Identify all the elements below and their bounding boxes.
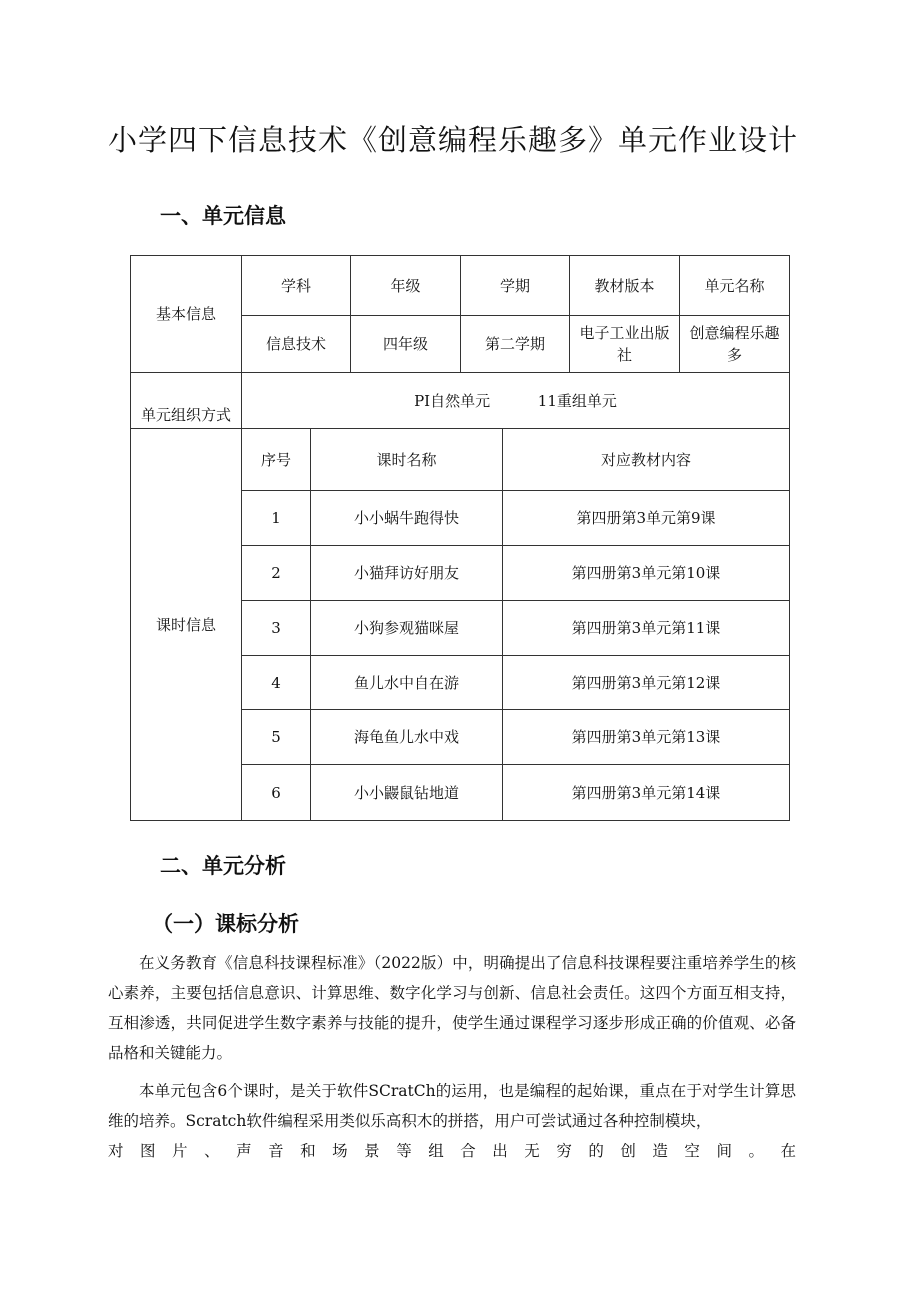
unit-info-table: [130, 255, 790, 821]
paragraph-last-line: 对图片、声音和场景等组合出无穷的创造空间。在: [108, 1142, 796, 1160]
header-textbook-version: 教材版本: [570, 256, 680, 316]
lesson-name: 小猫拜访好朋友: [311, 546, 503, 601]
lesson-name: 小狗参观猫咪屋: [311, 601, 503, 656]
value-semester: 第二学期: [461, 316, 570, 373]
lesson-header-no: 序号: [242, 429, 311, 491]
lesson-content: 第四册第3单元第14课: [571, 783, 721, 802]
lesson-content: 第四册第3单元第9课: [503, 491, 789, 546]
header-grade: 年级: [351, 256, 461, 316]
page-title: 小学四下信息技术《创意编程乐趣多》单元作业设计: [108, 123, 799, 157]
lesson-name: 小小蜗牛跑得快: [311, 491, 503, 546]
lesson-name: 鱼儿水中自在游: [311, 656, 503, 710]
lesson-name: 海龟鱼儿水中戏: [311, 710, 503, 765]
header-unit-name: 单元名称: [680, 256, 789, 316]
lesson-no: 6: [242, 765, 311, 820]
lesson-content: 第四册第3单元第11课: [503, 601, 789, 656]
body-text: [108, 948, 796, 1166]
value-textbook-version: 电子工业出版社: [570, 316, 680, 373]
value-subject: 信息技术: [242, 316, 351, 373]
header-semester: 学期: [461, 256, 570, 316]
paragraph: 在义务教育《信息科技课程标准》（2022版）中，明确提出了信息科技课程要注重培养学生的核心素养，主要包括信息意识、计算思维、数字化学习与创新、信息社会责任。这四个方面互相支持，互相渗透，共同促进学生数字素养与技能的提升，使学生通过课程学习逐步形成正确的价值观、必备品格和关键能力。: [108, 954, 796, 1062]
lesson-info-label: 课时信息: [131, 429, 242, 820]
lesson-no: 1: [242, 491, 311, 546]
org-value: PI自然单元 11重组单元: [242, 373, 789, 429]
lesson-no: 4: [242, 656, 311, 710]
subsection-heading-curriculum-analysis: （一）课标分析: [152, 912, 299, 936]
section-heading-unit-analysis: 二、单元分析: [160, 854, 286, 878]
value-grade: 四年级: [351, 316, 461, 373]
basic-info-label: 基本信息: [131, 256, 242, 373]
lesson-content: 第四册第3单元第10课: [503, 546, 789, 601]
paragraph: 本单元包含6个课时，是关于软件SCratCh的运用，也是编程的起始课，重点在于对学生计算思维的培养。Scratch软件编程采用类似乐高积木的拼搭，用户可尝试通过各种控制模块，: [108, 1082, 796, 1130]
lesson-content: 第四册第3单元第12课: [503, 656, 789, 710]
lesson-no: 5: [242, 710, 311, 765]
org-label: 单元组织方式: [131, 373, 242, 429]
lesson-header-content: 对应教材内容: [503, 429, 789, 491]
value-unit-name: 创意编程乐趣多: [680, 316, 789, 373]
lesson-header-name: 课时名称: [311, 429, 503, 491]
lesson-no: 2: [242, 546, 311, 601]
lesson-no: 3: [242, 601, 311, 656]
lesson-name: 小小鼹鼠钻地道: [311, 765, 503, 820]
section-heading-unit-info: 一、单元信息: [160, 204, 286, 228]
header-subject: 学科: [242, 256, 351, 316]
lesson-content: 第四册第3单元第13课: [503, 710, 789, 765]
